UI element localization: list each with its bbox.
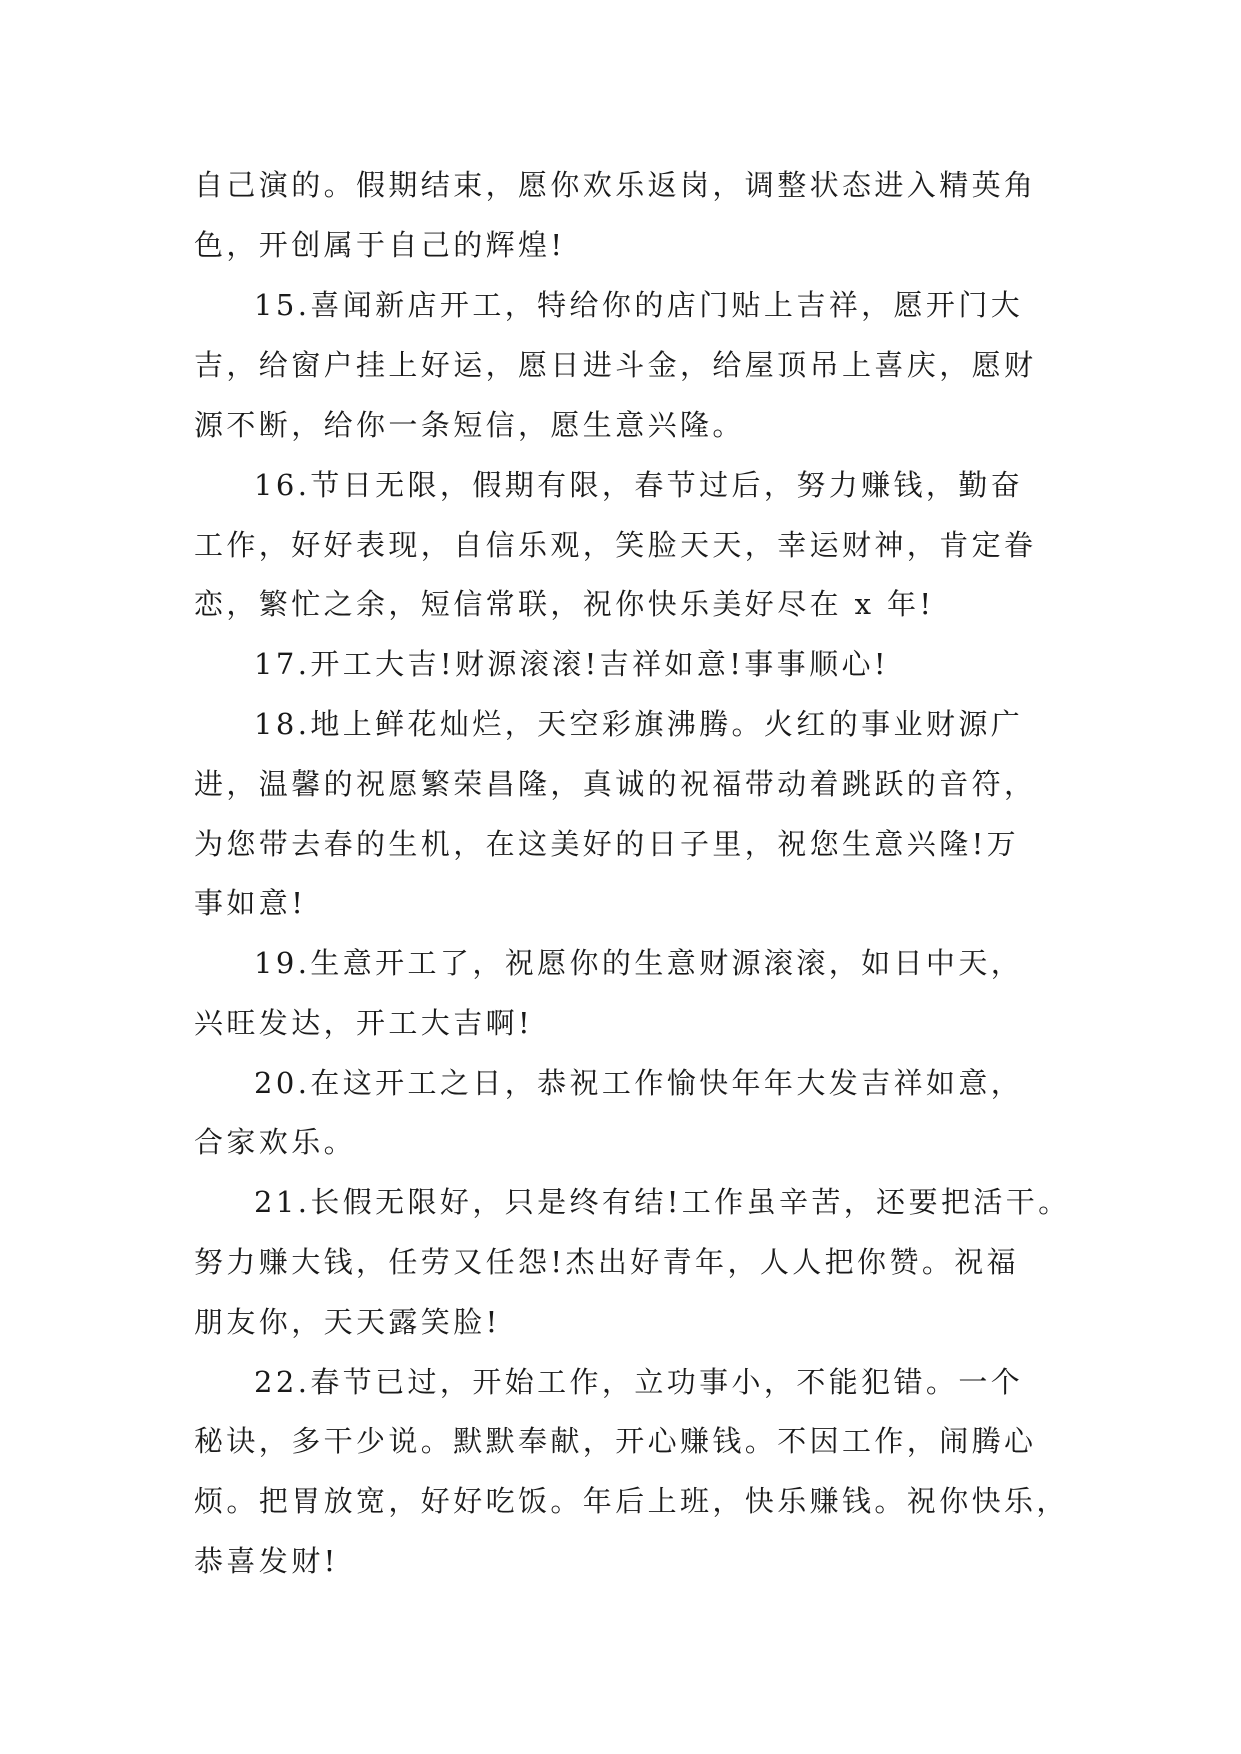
text-line: 兴旺发达，开工大吉啊! — [194, 1006, 534, 1040]
text-line: 朋友你，天天露笑脸! — [194, 1305, 501, 1339]
item-21-line: 21.长假无限好，只是终有结!工作虽辛苦，还要把活干。 — [254, 1185, 1071, 1219]
item-16-line: 16.节日无限，假期有限，春节过后，努力赚钱，勤奋 — [254, 468, 1024, 502]
text-line: 秘诀，多干少说。默默奉献，开心赚钱。不因工作，闹腾心 — [194, 1424, 1037, 1458]
item-22-line: 22.春节已过，开始工作，立功事小，不能犯错。一个 — [254, 1365, 1024, 1399]
text-line: 事如意! — [194, 886, 307, 920]
text-line: 恋，繁忙之余，短信常联，祝你快乐美好尽在 x 年! — [194, 587, 935, 621]
item-15-line: 15.喜闻新店开工，特给你的店门贴上吉祥，愿开门大 — [254, 288, 1024, 322]
text-line: 合家欢乐。 — [194, 1125, 357, 1159]
text-line: 恭喜发财! — [194, 1544, 339, 1578]
text-line: 努力赚大钱，任劳又任怨!杰出好青年，人人把你赞。祝福 — [194, 1245, 1020, 1279]
item-17-line: 17.开工大吉!财源滚滚!吉祥如意!事事顺心! — [254, 647, 889, 681]
text-line: 进，温馨的祝愿繁荣昌隆，真诚的祝福带动着跳跃的音符， — [194, 767, 1037, 801]
item-18-line: 18.地上鲜花灿烂，天空彩旗沸腾。火红的事业财源广 — [254, 707, 1024, 741]
item-20-line: 20.在这开工之日，恭祝工作愉快年年大发吉祥如意， — [254, 1066, 1024, 1100]
text-line: 吉，给窗户挂上好运，愿日进斗金，给屋顶吊上喜庆，愿财 — [194, 348, 1037, 382]
item-19-line: 19.生意开工了，祝愿你的生意财源滚滚，如日中天， — [254, 946, 1024, 980]
text-line: 源不断，给你一条短信，愿生意兴隆。 — [194, 408, 745, 442]
text-line: 自己演的。假期结束，愿你欢乐返岗，调整状态进入精英角 — [194, 168, 1037, 202]
text-line: 烦。把胃放宽，好好吃饭。年后上班，快乐赚钱。祝你快乐， — [194, 1484, 1069, 1518]
text-line: 色，开创属于自己的辉煌! — [194, 228, 566, 262]
text-line: 为您带去春的生机，在这美好的日子里，祝您生意兴隆!万 — [194, 827, 1020, 861]
text-line: 工作，好好表现，自信乐观，笑脸天天，幸运财神，肯定眷 — [194, 528, 1037, 562]
